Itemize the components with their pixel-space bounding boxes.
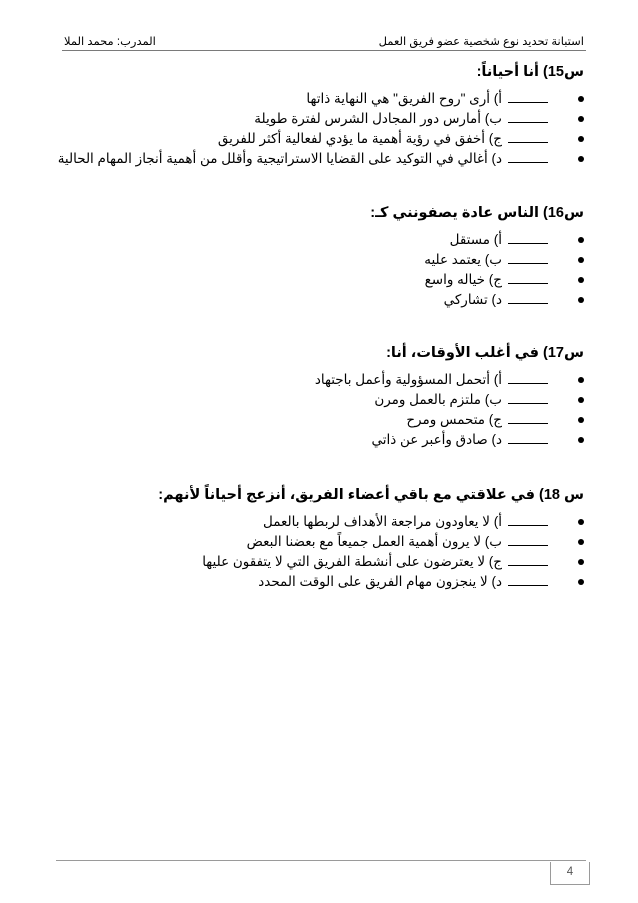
question-18: [64, 487, 584, 592]
answer-blank[interactable]: [508, 251, 548, 264]
answer-blank[interactable]: [508, 431, 548, 444]
option-text: ب) ملتزم بالعمل ومرن: [374, 392, 502, 407]
answer-blank[interactable]: [508, 271, 548, 284]
bullet-icon: [578, 397, 584, 403]
answer-blank[interactable]: [508, 291, 548, 304]
option-item: [64, 552, 584, 572]
bullet-icon: [578, 579, 584, 585]
bullet-icon: [578, 156, 584, 162]
option-text: ب) يعتمد عليه: [424, 252, 502, 267]
question-15: [57, 64, 584, 169]
bullet-icon: [578, 96, 584, 102]
option-item: [64, 109, 584, 129]
answer-blank[interactable]: [508, 553, 548, 566]
option-text: أ) لا يعاودون مراجعة الأهداف لربطها بالعمل: [263, 514, 502, 529]
answer-blank[interactable]: [508, 533, 548, 546]
answer-blank[interactable]: [508, 411, 548, 424]
bullet-icon: [578, 437, 584, 443]
page-header: [62, 30, 586, 51]
answer-blank[interactable]: [508, 573, 548, 586]
option-item: [64, 572, 584, 592]
bullet-icon: [578, 519, 584, 525]
option-item: [64, 410, 584, 430]
option-list: [57, 89, 584, 169]
bullet-icon: [578, 559, 584, 565]
question-17: [64, 345, 584, 450]
answer-blank[interactable]: [508, 90, 548, 103]
question-title: س16) الناس عادة يصفونني كـ:: [370, 205, 584, 221]
option-item: [64, 290, 584, 310]
option-item: [64, 532, 584, 552]
option-text: أ) أتحمل المسؤولية وأعمل باجتهاد: [314, 372, 502, 387]
answer-blank[interactable]: [508, 231, 548, 244]
answer-blank[interactable]: [508, 391, 548, 404]
option-item: [64, 270, 584, 290]
option-item: [64, 129, 584, 149]
option-text: ج) أخفق في رؤية أهمية ما يؤدي لفعالية أكثر للفريق: [217, 131, 502, 146]
option-item: [57, 149, 584, 169]
page-number: 4: [550, 862, 590, 885]
option-text: د) لا ينجزون مهام الفريق على الوقت المحدد: [258, 574, 502, 589]
bullet-icon: [578, 377, 584, 383]
footer-divider: [56, 860, 586, 861]
question-16: [64, 205, 584, 310]
option-text: د) صادق وأعبر عن ذاتي: [371, 432, 502, 447]
option-text: د) أغالي في التوكيد على القضايا الاستراتيجية وأقلل من أهمية أنجاز المهام الحالية: [57, 151, 502, 166]
answer-blank[interactable]: [508, 130, 548, 143]
question-title: س17) في أغلب الأوقات، أنا:: [386, 345, 584, 361]
option-item: [64, 89, 584, 109]
option-text: ج) متحمس ومرح: [406, 412, 502, 427]
option-item: [64, 390, 584, 410]
option-text: ب) أمارس دور المجادل الشرس لفترة طويلة: [254, 111, 502, 126]
option-text: ج) لا يعترضون على أنشطة الفريق التي لا يتفقون عليها: [202, 554, 502, 569]
trainer-name: المدرب: محمد الملا: [64, 36, 156, 48]
answer-blank[interactable]: [508, 110, 548, 123]
question-title: س 18) في علاقتي مع باقي أعضاء الفريق، أنزعج أحياناً لأنهم:: [158, 487, 584, 503]
answer-blank[interactable]: [508, 371, 548, 384]
option-text: أ) مستقل: [449, 232, 502, 247]
option-text: أ) أرى "روح الفريق" هي النهاية ذاتها: [306, 91, 502, 106]
bullet-icon: [578, 277, 584, 283]
option-text: ج) خياله واسع: [424, 272, 502, 287]
option-item: [64, 512, 584, 532]
answer-blank[interactable]: [508, 513, 548, 526]
option-item: [64, 430, 584, 450]
option-list: [64, 370, 584, 450]
bullet-icon: [578, 136, 584, 142]
option-text: ب) لا يرون أهمية العمل جميعاً مع بعضنا البعض: [246, 534, 502, 549]
answer-blank[interactable]: [508, 150, 548, 163]
bullet-icon: [578, 237, 584, 243]
bullet-icon: [578, 539, 584, 545]
bullet-icon: [578, 257, 584, 263]
bullet-icon: [578, 297, 584, 303]
option-item: [64, 250, 584, 270]
document-title: استبانة تحديد نوع شخصية عضو فريق العمل: [378, 36, 584, 48]
option-item: [64, 370, 584, 390]
bullet-icon: [578, 417, 584, 423]
question-title: س15) أنا أحياناً:: [476, 64, 584, 80]
option-list: [64, 512, 584, 592]
option-item: [64, 230, 584, 250]
option-list: [64, 230, 584, 310]
bullet-icon: [578, 116, 584, 122]
option-text: د) تشاركي: [443, 292, 502, 307]
